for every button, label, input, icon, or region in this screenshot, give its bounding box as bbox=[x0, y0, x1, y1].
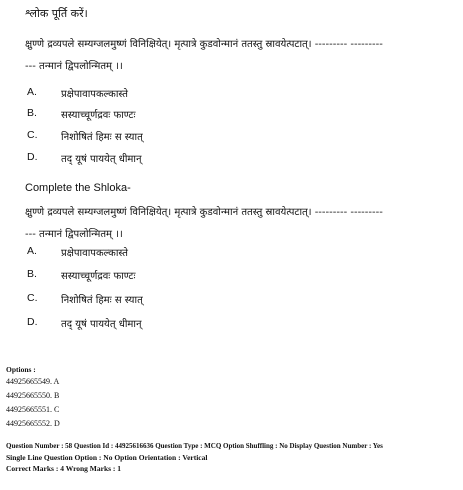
english-option-a-label: A. bbox=[27, 245, 37, 257]
hindi-option-d-text: तद् यूषं पाययेत् धीमान् bbox=[61, 154, 142, 165]
english-option-d-label: D. bbox=[27, 316, 38, 328]
hindi-option-c-text: निशोषितं हिमः स स्यात् bbox=[61, 132, 143, 143]
hindi-shloka-line1: क्षुण्णे द्रव्यपले सम्यग्जलमुष्णं विनिक्षियेत्। मृत्पात्रे कुडवोन्मानं ततस्तु स्रावयेत्पटात्। --------- --------- bbox=[25, 39, 383, 50]
option-id-c: 44925665551. C bbox=[6, 405, 60, 414]
hindi-option-b-label: B. bbox=[27, 107, 37, 119]
english-shloka-line1: क्षुण्णे द्रव्यपले सम्यग्जलमुष्णं विनिक्षियेत्। मृत्पात्रे कुडवोन्मानं ततस्तु स्रावयेत्पटात्। --------- --------- bbox=[25, 207, 383, 218]
hindi-option-a-text: प्रक्षेपावापकल्कास्ते bbox=[61, 89, 129, 100]
hindi-shloka-line2: --- तन्मानं द्विपलोन्मितम् ।। bbox=[25, 61, 123, 72]
question-meta-line1: Question Number : 58 Question Id : 44925616636 Question Type : MCQ Option Shuffling : No Display Question Number : Yes bbox=[6, 442, 383, 450]
option-id-a: 44925665549. A bbox=[6, 377, 60, 386]
hindi-option-d-label: D. bbox=[27, 151, 38, 163]
english-option-c-text: निशोषितं हिमः स स्यात् bbox=[61, 295, 143, 306]
english-option-a-text: प्रक्षेपावापकल्कास्ते bbox=[61, 248, 129, 259]
hindi-instruction: श्लोक पूर्ति करें। bbox=[25, 7, 88, 20]
hindi-option-c-label: C. bbox=[27, 129, 38, 141]
english-option-b-text: सस्याच्चूर्णद्रवः फाण्टः bbox=[61, 271, 136, 282]
question-marks: Correct Marks : 4 Wrong Marks : 1 bbox=[6, 464, 122, 473]
english-instruction: Complete the Shloka- bbox=[25, 182, 131, 194]
hindi-option-a-label: A. bbox=[27, 86, 37, 98]
hindi-option-b-text: सस्याच्चूर्णद्रवः फाण्टः bbox=[61, 110, 136, 121]
english-shloka-line2: --- तन्मानं द्विपलोन्मितम् ।। bbox=[25, 229, 123, 240]
options-heading: Options : bbox=[6, 365, 36, 374]
option-id-d: 44925665552. D bbox=[6, 419, 60, 428]
english-option-c-label: C. bbox=[27, 292, 38, 304]
english-option-b-label: B. bbox=[27, 268, 37, 280]
question-meta-line2: Single Line Question Option : No Option Orientation : Vertical bbox=[6, 453, 208, 462]
english-option-d-text: तद् यूषं पाययेत् धीमान् bbox=[61, 319, 142, 330]
option-id-b: 44925665550. B bbox=[6, 391, 60, 400]
